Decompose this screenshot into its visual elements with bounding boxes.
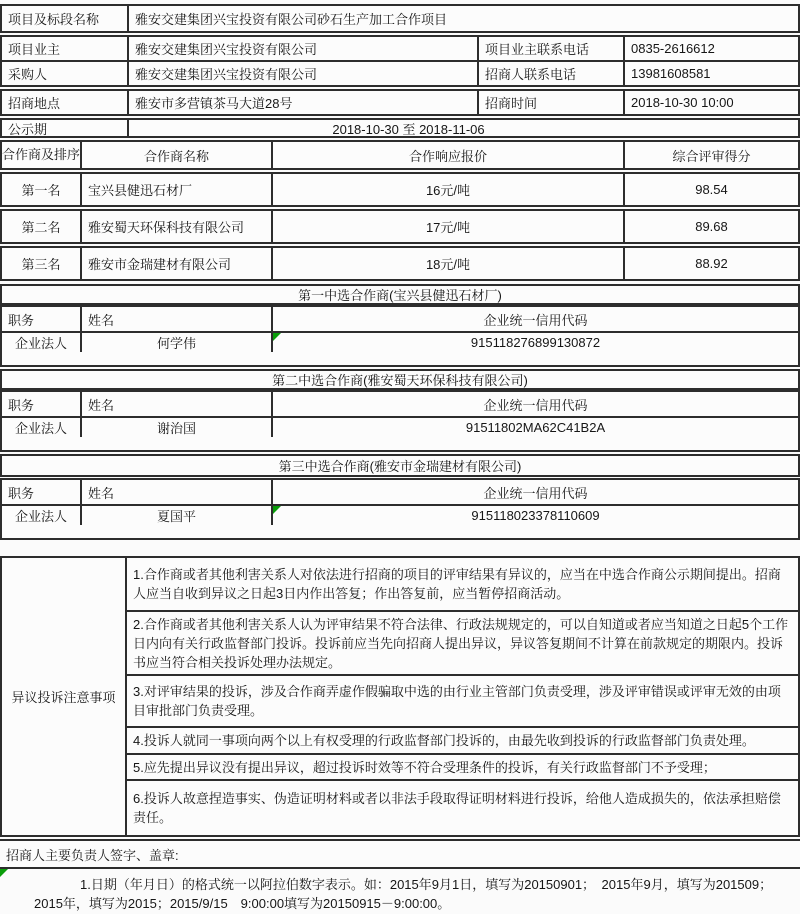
purchaser-label: 采购人	[8, 67, 48, 82]
owner-purchaser-block	[0, 35, 800, 87]
winner-2-data-row	[2, 416, 798, 437]
publicity-period-value: 2018-10-30 至 2018-11-06	[127, 120, 798, 136]
price-cell: 18元/吨	[271, 248, 623, 279]
winner-1-banner: 第一中选合作商(宝兴县健迅石材厂)	[0, 284, 800, 305]
position-header: 职务	[8, 397, 35, 413]
notice-items	[127, 558, 798, 835]
footnote-text: 1.日期（年月日）的格式统一以阿拉伯数字表示。如：2015年9月1日，填写为20150901； 2015年9月，填写为201509；2015年，填写为2015；2015/9/15 9:00:00填写为20150915－9:00:00。	[34, 877, 773, 911]
name-header: 姓名	[80, 480, 271, 504]
signature-row	[0, 839, 800, 869]
project-name-row	[0, 4, 800, 33]
legal-person-cell: 何学伟	[80, 333, 271, 352]
project-name-value: 雅安交建集团兴宝投资有限公司砂石生产加工合作项目	[127, 6, 798, 31]
comment-marker-icon	[0, 869, 8, 877]
purchaser-row	[2, 60, 798, 85]
location-time-row	[0, 89, 800, 116]
position-cell: 企业法人	[14, 421, 67, 436]
winner-3-block	[0, 478, 800, 540]
notice-item-2: 2.合作商或者其他利害关系人认为评审结果不符合法律、行政法规规定的，可以自知道或者应当知道之日起5个工作日内向有关行政监督部门投诉。投诉前应当先向招商人提出异议，异议答复期间不计算在前款规定的期限内。投诉书应当符合相关投诉处理办法规定。	[127, 610, 798, 674]
winner-3-banner: 第三中选合作商(雅安市金瑞建材有限公司)	[0, 454, 800, 477]
winner-3-data-row	[2, 504, 798, 525]
credit-code-value: 915118023378110609	[471, 508, 600, 523]
recruiter-phone-label: 招商人联系电话	[477, 62, 623, 85]
credit-code-header: 企业统一信用代码	[271, 392, 798, 416]
name-header: 姓名	[80, 392, 271, 416]
credit-code-cell	[271, 506, 798, 525]
footnote-row	[0, 869, 800, 914]
comment-marker-icon	[273, 333, 281, 341]
notice-item-4: 4.投诉人就同一事项向两个以上有权受理的行政监督部门投诉的，由最先收到投诉的行政监督部门负责处理。	[127, 726, 798, 753]
owner-label: 项目业主	[8, 42, 61, 57]
time-label: 招商时间	[477, 91, 623, 114]
company-cell: 宝兴县健迅石材厂	[80, 174, 271, 205]
credit-code-value: 91511802MA62C41B2A	[465, 420, 606, 435]
publicity-period-row	[0, 118, 800, 138]
comment-marker-icon	[273, 506, 281, 514]
notice-label: 异议投诉注意事项	[2, 558, 127, 835]
position-header: 职务	[8, 485, 35, 501]
credit-code-cell	[271, 333, 798, 352]
ranking-header-row	[0, 140, 800, 170]
score-cell: 88.92	[623, 248, 798, 279]
ranking-row-1	[0, 172, 800, 207]
credit-code-header: 企业统一信用代码	[271, 307, 798, 331]
winner-2-block	[0, 390, 800, 452]
winner-1-block	[0, 305, 800, 367]
time-value: 2018-10-30 10:00	[623, 91, 798, 114]
price-cell: 16元/吨	[271, 174, 623, 205]
rank-header: 合作商及排序	[2, 147, 80, 162]
publicity-period-label: 公示期	[8, 121, 48, 136]
name-header: 合作商名称	[80, 142, 271, 168]
winner-1-header-row	[2, 307, 798, 331]
credit-code-header: 企业统一信用代码	[271, 480, 798, 504]
notice-item-1: 1.合作商或者其他利害关系人对依法进行招商的项目的评审结果有异议的，应当在中选合作商公示期间提出。招商人应当自收到异议之日起3日内作出答复；作出答复前，应当暂停招商活动。	[133, 567, 781, 601]
rank-cell: 第一名	[21, 183, 61, 198]
location-value: 雅安市多营镇茶马大道28号	[127, 91, 477, 114]
winner-2-banner: 第二中选合作商(雅安蜀天环保科技有限公司)	[0, 369, 800, 390]
position-cell: 企业法人	[14, 336, 67, 351]
purchaser-value: 雅安交建集团兴宝投资有限公司	[127, 62, 477, 85]
owner-phone-value: 0835-2616612	[623, 37, 798, 60]
notice-item-6: 6.投诉人故意捏造事实、伪造证明材料或者以非法手段取得证明材料进行投诉，给他人造成损失的，依法承担赔偿责任。	[127, 779, 798, 835]
position-cell: 企业法人	[14, 509, 67, 524]
score-header: 综合评审得分	[623, 142, 798, 168]
legal-person-cell: 夏国平	[80, 506, 271, 525]
owner-value: 雅安交建集团兴宝投资有限公司	[127, 37, 477, 60]
notice-item-3: 3.对评审结果的投诉，涉及合作商弄虚作假骗取中选的由行业主管部门负责受理，涉及评审错误或评审无效的由项目审批部门负责受理。	[127, 674, 798, 726]
winner-2-header-row	[2, 392, 798, 416]
ranking-row-3	[0, 246, 800, 281]
winner-1-data-row	[2, 331, 798, 352]
recruiter-phone-value: 13981608581	[623, 62, 798, 85]
credit-code-cell	[271, 418, 798, 437]
price-cell: 17元/吨	[271, 211, 623, 242]
score-cell: 98.54	[623, 174, 798, 205]
owner-phone-label: 项目业主联系电话	[477, 37, 623, 60]
project-name-label: 项目及标段名称	[8, 12, 100, 27]
company-cell: 雅安蜀天环保科技有限公司	[80, 211, 271, 242]
score-cell: 89.68	[623, 211, 798, 242]
winner-3-header-row	[2, 480, 798, 504]
rank-cell: 第二名	[21, 220, 61, 235]
location-label: 招商地点	[8, 96, 61, 111]
credit-code-value: 915118276899130872	[470, 335, 601, 350]
price-header: 合作响应报价	[271, 142, 623, 168]
signature-label: 招商人主要负责人签字、盖章:	[6, 847, 179, 863]
name-header: 姓名	[80, 307, 271, 331]
ranking-row-2	[0, 209, 800, 244]
position-header: 职务	[8, 312, 35, 328]
rank-cell: 第三名	[21, 257, 61, 272]
ranking-table	[0, 140, 800, 281]
notice-item-5: 5.应先提出异议没有提出异议，超过投诉时效等不符合受理条件的投诉，有关行政监督部门不予受理；	[127, 753, 798, 779]
company-cell: 雅安市金瑞建材有限公司	[80, 248, 271, 279]
objection-notice-block	[0, 556, 800, 837]
legal-person-cell: 谢治国	[80, 418, 271, 437]
owner-row	[2, 37, 798, 60]
